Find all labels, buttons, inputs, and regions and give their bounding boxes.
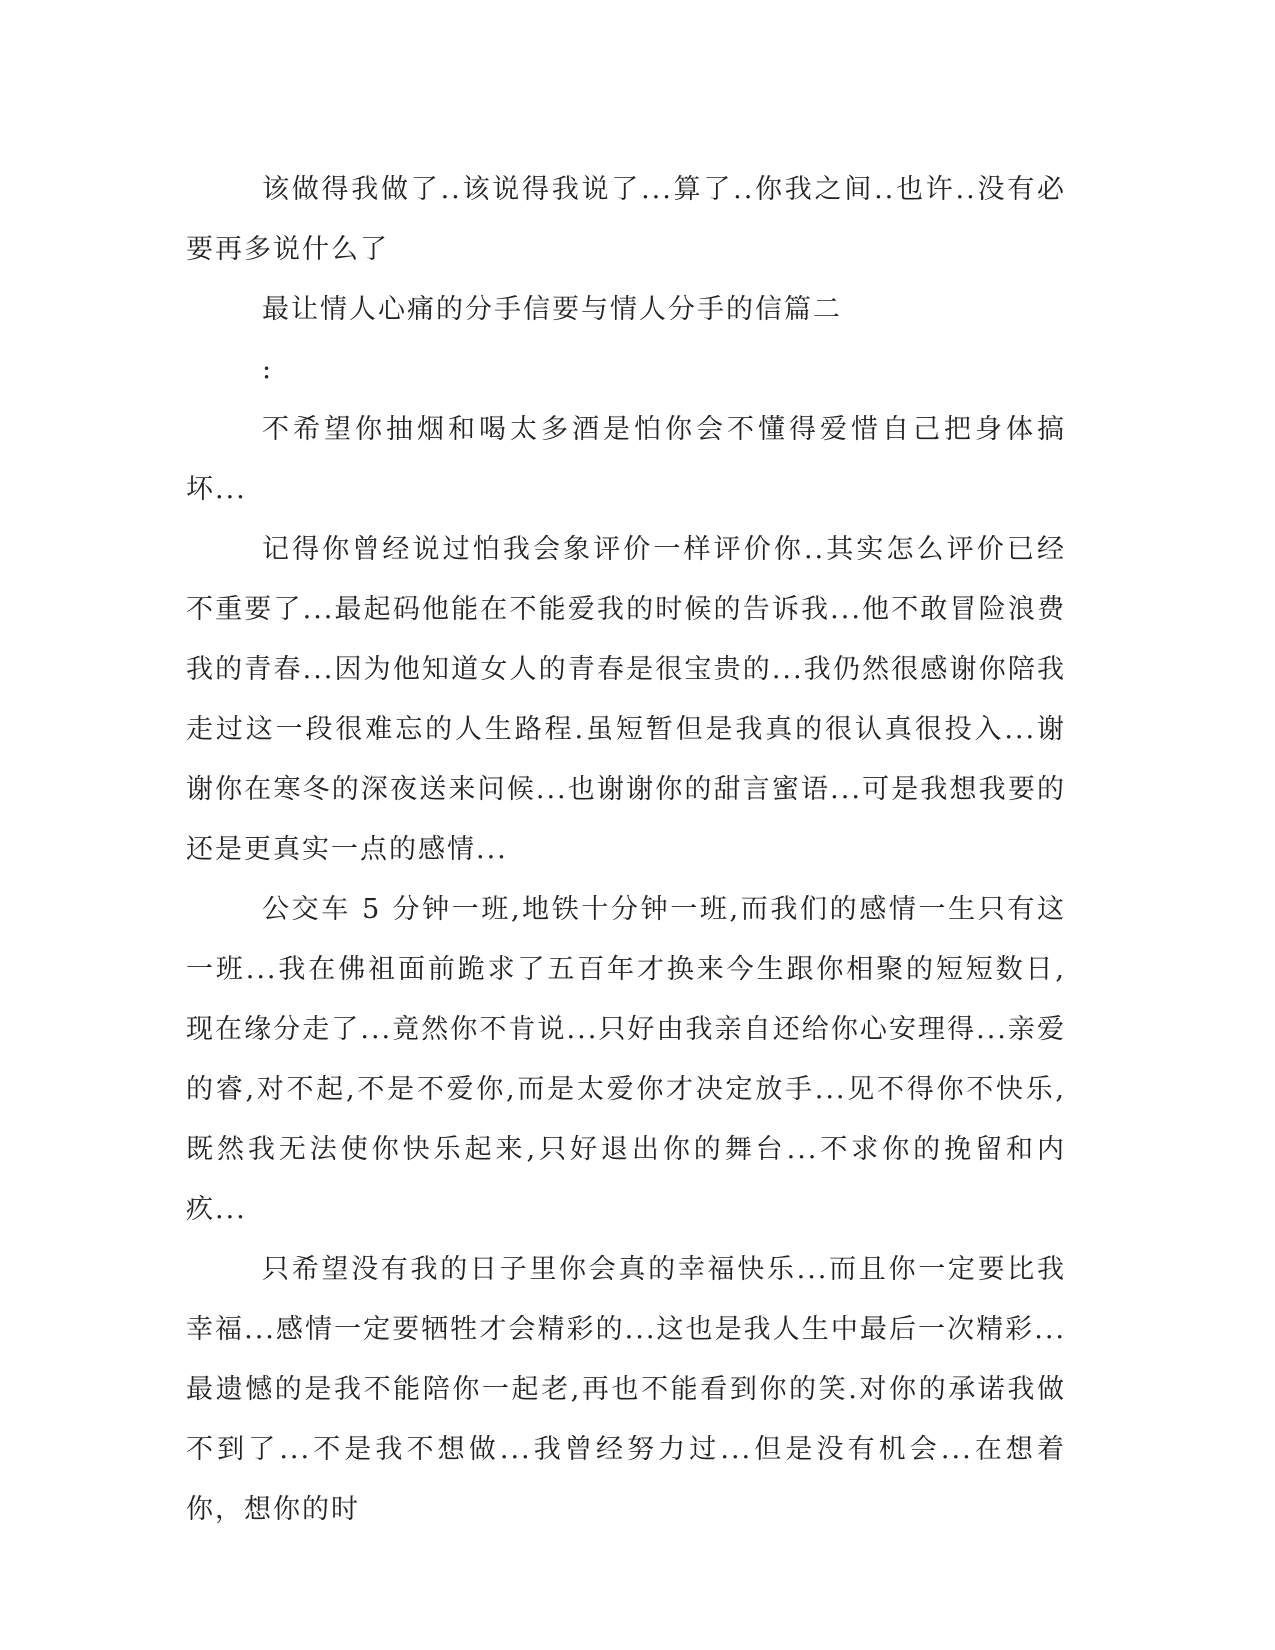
heading-colon: : [262,354,274,385]
paragraph-5: 只希望没有我的日子里你会真的幸福快乐...而且你一定要比我幸福...感情一定要牺牲才会精彩的...这也是我人生中最后一次精彩...最遗憾的是我不能陪你一起老,再也不能看到你的笑.对你的承诺我做不到了...不是我不想做...我曾经努力过...但是没有机会...在想着你，想你的时 [186,1254,1066,1525]
paragraph-1: 该做得我做了..该说得我说了...算了..你我之间..也许..没有必要再多说什么了 [186,174,1066,265]
paragraph-4: 公交车 5 分钟一班,地铁十分钟一班,而我们的感情一生只有这一班...我在佛祖面前跪求了五百年才换来今生跟你相聚的短短数日,现在缘分走了...竟然你不肯说...只好由我亲自还给你心安理得...亲爱的睿,对不起,不是不爱你,而是太爱你才决定放手...见不得你不快乐,既然我无法使你快乐起来,只好退出你的舞台...不求你的挽留和内疚... [186,894,1066,1225]
document-body [186,160,1066,1540]
section-heading: 最让情人心痛的分手信要与情人分手的信篇二 [262,294,842,325]
paragraph-3: 记得你曾经说过怕我会象评价一样评价你..其实怎么评价已经不重要了...最起码他能在不能爱我的时候的告诉我...他不敢冒险浪费我的青春...因为他知道女人的青春是很宝贵的...我仍然很感谢你陪我走过这一段很难忘的人生路程.虽短暂但是我真的很认真很投入...谢谢你在寒冬的深夜送来问候...也谢谢你的甜言蜜语...可是我想我要的还是更真实一点的感情... [186,534,1066,865]
paragraph-2: 不希望你抽烟和喝太多酒是怕你会不懂得爱惜自己把身体搞坏... [186,414,1066,505]
